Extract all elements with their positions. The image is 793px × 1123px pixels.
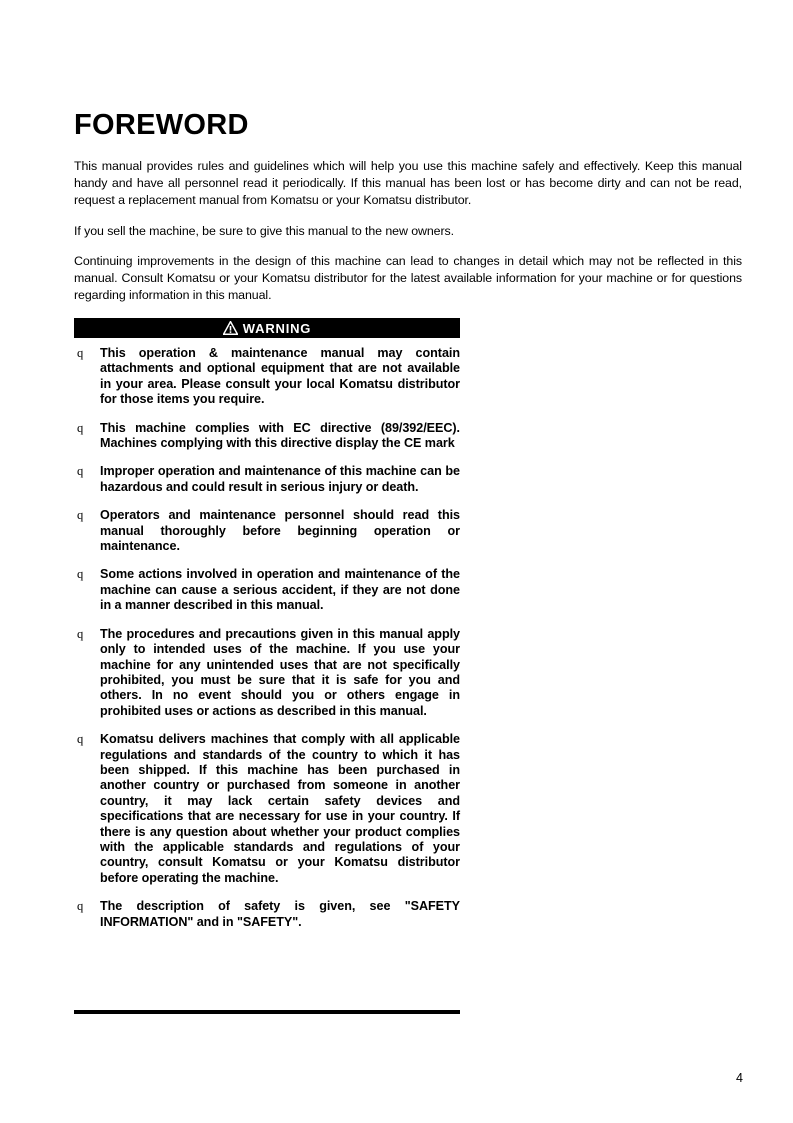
list-item-text: Operators and maintenance personnel should read this manual thoroughly before beginning operation or maintenance. (100, 508, 460, 554)
bullet-marker: q (77, 626, 84, 641)
warning-banner-label: WARNING (242, 320, 312, 336)
bullet-marker: q (77, 567, 84, 582)
list-item-text: Some actions involved in operation and maintenance of the machine can cause a serious accident, if they are not done in a manner described in this manual. (100, 567, 460, 613)
bullet-marker: q (77, 346, 84, 360)
bullet-marker: q (77, 508, 84, 523)
list-item-text: This operation & maintenance manual may contain attachments and optional equipment that are not available in your area. Please consult your local Komatsu distributor for those items you require. (100, 346, 460, 407)
intro-paragraph-3: Continuing improvements in the design of this machine can lead to changes in detail which may not be reflected in this manual. Consult Komatsu or your Komatsu distributor for the latest available information for your machine or for questions regarding information in this manual. (74, 253, 742, 303)
bottom-divider (74, 1010, 460, 1014)
list-item (74, 421, 460, 452)
page-number: 4 (736, 1071, 743, 1085)
list-item-text: The procedures and precautions given in this manual apply only to intended uses of the machine. If you use your machine for any unintended uses that are not specifically prohibited, you must be sure that it is safe for you and others. In no event should you or others engage in prohibited uses or actions as described in this manual. (100, 626, 460, 718)
list-item-text: Komatsu delivers machines that comply with all applicable regulations and standards of the country to which it has been shipped. If this machine has been purchased in another country or purchased from someone in another country, it may lack certain safety devices and specifications that are necessary for use in your country. If there is any question about whether your product complies with the applicable standards and regulations of your country, consult Komatsu or your Komatsu distributor before operating the machine. (100, 732, 460, 885)
list-item (74, 567, 460, 613)
list-item-text: This machine complies with EC directive (89/392/EEC). Machines complying with this directive display the CE mark (100, 420, 460, 451)
list-item (74, 627, 460, 719)
intro-paragraph-2: If you sell the machine, be sure to give this manual to the new owners. (74, 223, 455, 238)
bullet-marker: q (77, 732, 84, 747)
intro-paragraph-1: This manual provides rules and guidelines which will help you use this machine safely and effectively. Keep this manual handy and have all personnel read it periodically. If this manual has been lost or has become dirty and can not be read, request a replacement manual from Komatsu or your Komatsu distributor. (74, 159, 742, 208)
list-item (74, 732, 460, 886)
list-item-text: The description of safety is given, see "SAFETY INFORMATION" and in "SAFETY". (100, 899, 460, 929)
intro-paragraphs (74, 158, 742, 304)
bullet-marker: q (77, 420, 84, 435)
warning-banner (74, 318, 460, 338)
page-title: FOREWORD (74, 109, 249, 142)
warning-bullet-list (74, 346, 460, 930)
list-item (74, 346, 460, 408)
list-item (74, 464, 460, 495)
bullet-marker: q (77, 464, 84, 479)
list-item-text: Improper operation and maintenance of this machine can be hazardous and could result in serious injury or death. (100, 464, 460, 494)
list-item (74, 899, 460, 930)
list-item (74, 508, 460, 554)
bullet-marker: q (77, 899, 84, 914)
warning-triangle-icon (223, 321, 238, 335)
